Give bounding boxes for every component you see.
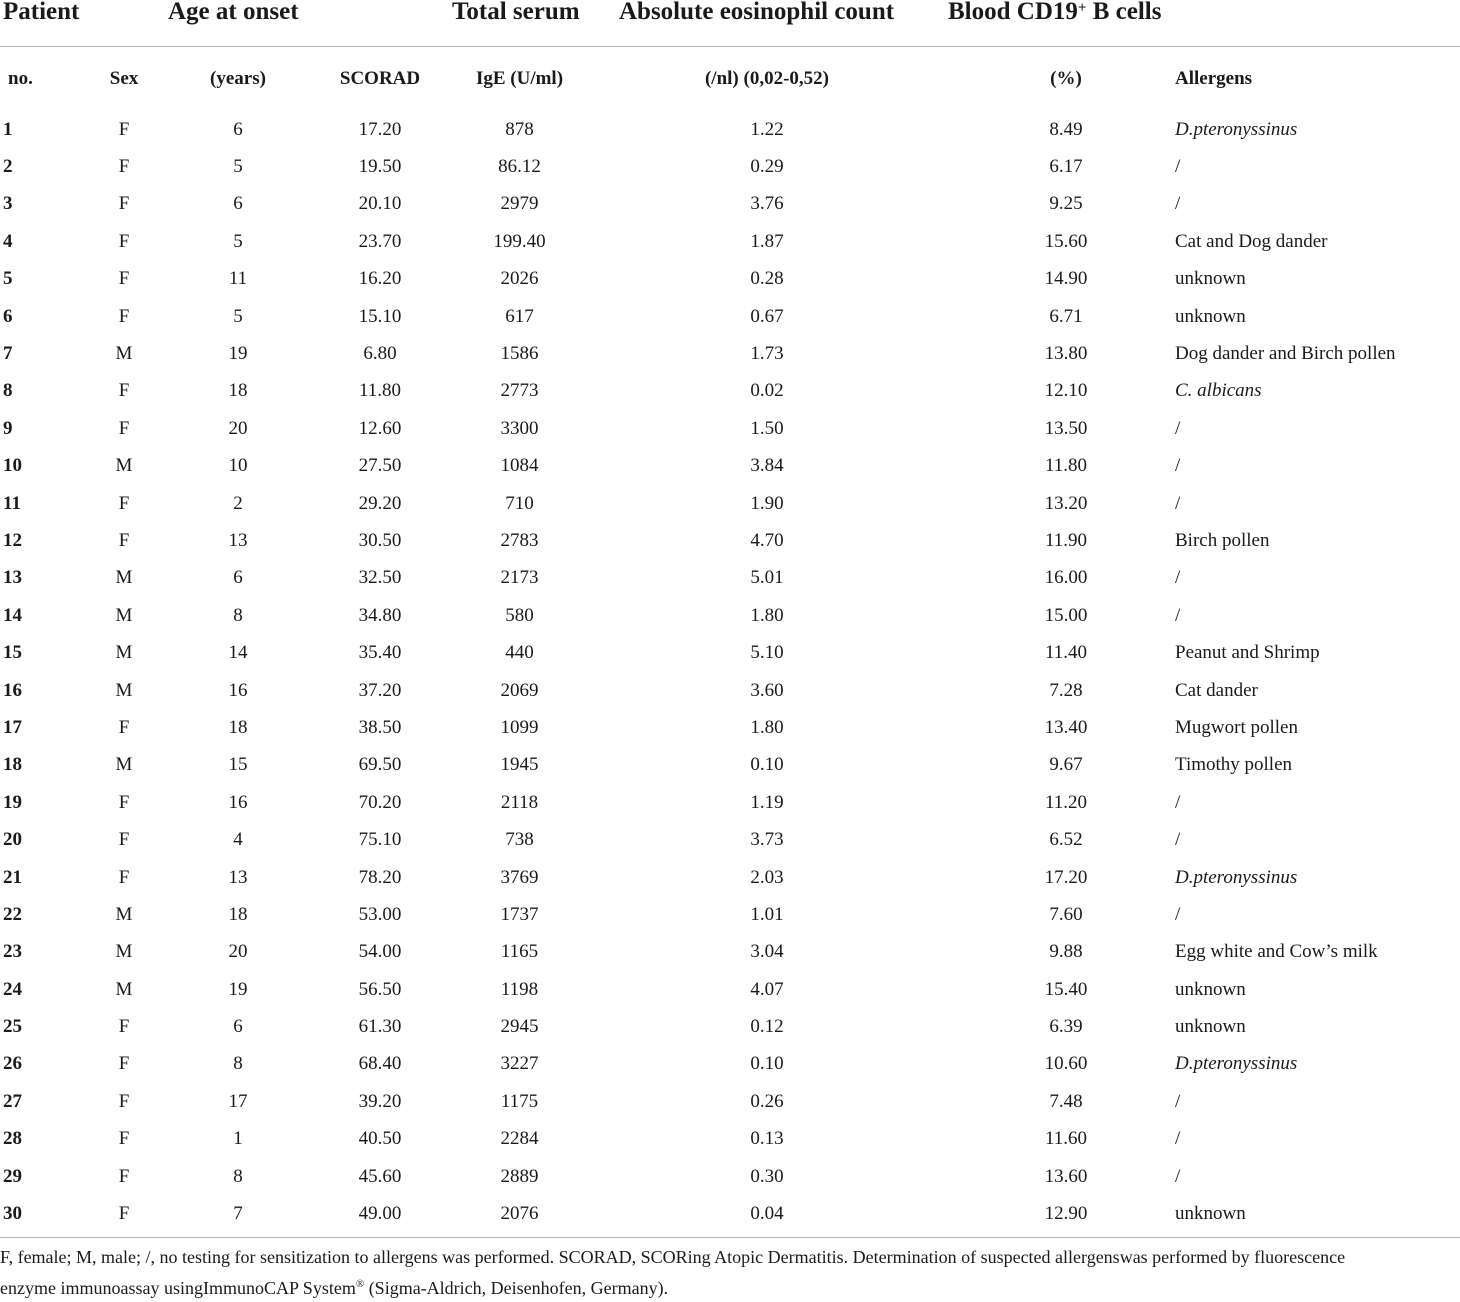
cell-total-ige: 2945 bbox=[500, 1016, 539, 1038]
cell-allergens: / bbox=[1175, 156, 1181, 178]
cell-cd19-b-cells: 11.20 bbox=[1044, 791, 1088, 813]
cell-eosinophil-count: 3.04 bbox=[750, 941, 784, 963]
cell-total-ige: 1737 bbox=[500, 903, 539, 925]
cell-sex: M bbox=[115, 941, 133, 963]
cell-patient-no: 28 bbox=[3, 1128, 22, 1150]
table-row bbox=[0, 1008, 1460, 1045]
cell-total-ige: 3227 bbox=[500, 1053, 539, 1075]
cell-sex: F bbox=[118, 1053, 130, 1075]
cell-sex: F bbox=[118, 1203, 130, 1225]
cell-allergens: / bbox=[1175, 1090, 1181, 1112]
table-row bbox=[0, 634, 1460, 671]
cell-allergens: / bbox=[1175, 829, 1181, 851]
table-row bbox=[0, 1083, 1460, 1120]
cell-age-at-onset: 17 bbox=[228, 1090, 248, 1112]
table-row bbox=[0, 298, 1460, 335]
cell-patient-no: 15 bbox=[3, 642, 22, 664]
table-row bbox=[0, 1195, 1460, 1233]
cell-sex: M bbox=[115, 604, 133, 626]
cell-eosinophil-count: 0.30 bbox=[750, 1165, 784, 1187]
subheader-sex: Sex bbox=[109, 68, 139, 89]
header-blood-cd19 bbox=[948, 0, 1161, 27]
table-body bbox=[0, 111, 1460, 1233]
cell-age-at-onset: 1 bbox=[233, 1128, 243, 1150]
cell-allergens: Egg white and Cow’s milk bbox=[1175, 941, 1378, 963]
cell-total-ige: 3769 bbox=[500, 866, 539, 888]
footnote-line2b: (Sigma-Aldrich, Deisenhofen, Germany). bbox=[364, 1278, 669, 1298]
cell-patient-no: 8 bbox=[3, 380, 13, 402]
cell-sex: F bbox=[118, 118, 130, 140]
cell-total-ige: 3300 bbox=[500, 417, 539, 439]
cell-patient-no: 2 bbox=[3, 156, 13, 178]
cell-age-at-onset: 7 bbox=[233, 1203, 243, 1225]
table-row bbox=[0, 934, 1460, 971]
cell-allergens: Timothy pollen bbox=[1175, 754, 1293, 776]
cell-allergens: Mugwort pollen bbox=[1175, 716, 1298, 738]
cell-age-at-onset: 18 bbox=[228, 903, 248, 925]
cell-cd19-b-cells: 9.25 bbox=[1049, 193, 1083, 215]
cell-sex: F bbox=[118, 1016, 130, 1038]
table-row bbox=[0, 522, 1460, 559]
cell-eosinophil-count: 3.84 bbox=[750, 455, 784, 477]
cell-allergens: / bbox=[1175, 791, 1181, 813]
cell-scorad: 29.20 bbox=[358, 492, 402, 514]
table-bottom-rule bbox=[0, 1237, 1460, 1238]
cell-allergens: C. albicans bbox=[1175, 380, 1262, 402]
cell-eosinophil-count: 4.70 bbox=[750, 529, 784, 551]
cell-scorad: 34.80 bbox=[358, 604, 402, 626]
cell-eosinophil-count: 2.03 bbox=[750, 866, 784, 888]
cell-total-ige: 1175 bbox=[500, 1090, 539, 1112]
cell-sex: F bbox=[118, 829, 130, 851]
cell-patient-no: 6 bbox=[3, 305, 13, 327]
cell-total-ige: 1945 bbox=[500, 754, 539, 776]
cell-age-at-onset: 18 bbox=[228, 380, 248, 402]
cell-sex: F bbox=[118, 866, 130, 888]
cell-scorad: 12.60 bbox=[358, 417, 402, 439]
cell-allergens: Birch pollen bbox=[1175, 529, 1270, 551]
cell-total-ige: 710 bbox=[505, 492, 534, 514]
table-row bbox=[0, 821, 1460, 858]
cell-total-ige: 440 bbox=[505, 642, 534, 664]
cell-patient-no: 20 bbox=[3, 829, 22, 851]
cell-allergens: Cat and Dog dander bbox=[1175, 230, 1328, 252]
cell-age-at-onset: 16 bbox=[228, 679, 248, 701]
table-row bbox=[0, 485, 1460, 522]
cell-cd19-b-cells: 13.50 bbox=[1044, 417, 1088, 439]
cell-patient-no: 10 bbox=[3, 455, 22, 477]
cell-allergens: / bbox=[1175, 417, 1181, 439]
cell-eosinophil-count: 0.29 bbox=[750, 156, 784, 178]
cell-allergens: unknown bbox=[1175, 1203, 1246, 1225]
cell-sex: M bbox=[115, 567, 133, 589]
subheader-allergens: Allergens bbox=[1175, 68, 1253, 89]
cell-eosinophil-count: 0.10 bbox=[750, 1053, 784, 1075]
table-row bbox=[0, 859, 1460, 896]
cell-sex: M bbox=[115, 455, 133, 477]
cell-scorad: 32.50 bbox=[358, 567, 402, 589]
cell-allergens: / bbox=[1175, 567, 1181, 589]
cell-eosinophil-count: 3.76 bbox=[750, 193, 784, 215]
cell-patient-no: 30 bbox=[3, 1203, 22, 1225]
cell-cd19-b-cells: 10.60 bbox=[1044, 1053, 1088, 1075]
cell-patient-no: 25 bbox=[3, 1016, 22, 1038]
cell-allergens: / bbox=[1175, 492, 1181, 514]
cell-sex: F bbox=[118, 268, 130, 290]
subheader-ige: IgE (U/ml) bbox=[475, 68, 564, 89]
cell-total-ige: 2026 bbox=[500, 268, 539, 290]
cell-scorad: 45.60 bbox=[358, 1165, 402, 1187]
table-row bbox=[0, 410, 1460, 447]
cell-scorad: 69.50 bbox=[358, 754, 402, 776]
cell-scorad: 20.10 bbox=[358, 193, 402, 215]
cell-eosinophil-count: 0.67 bbox=[750, 305, 784, 327]
cell-age-at-onset: 8 bbox=[233, 1053, 243, 1075]
cell-cd19-b-cells: 11.60 bbox=[1044, 1128, 1088, 1150]
cell-allergens: D.pteronyssinus bbox=[1175, 118, 1298, 140]
header-total-serum: Total serum bbox=[452, 0, 580, 25]
cell-allergens: D.pteronyssinus bbox=[1175, 1053, 1298, 1075]
cell-eosinophil-count: 1.19 bbox=[750, 791, 784, 813]
footnote-registered-mark: ® bbox=[355, 1278, 365, 1290]
cell-cd19-b-cells: 16.00 bbox=[1044, 567, 1088, 589]
cell-cd19-b-cells: 12.90 bbox=[1044, 1203, 1088, 1225]
cell-scorad: 19.50 bbox=[358, 156, 402, 178]
cell-cd19-b-cells: 9.67 bbox=[1049, 754, 1083, 776]
cell-scorad: 49.00 bbox=[358, 1203, 402, 1225]
cell-patient-no: 3 bbox=[3, 193, 13, 215]
cell-sex: M bbox=[115, 903, 133, 925]
table-row bbox=[0, 223, 1460, 260]
cell-scorad: 70.20 bbox=[358, 791, 402, 813]
cell-sex: F bbox=[118, 529, 130, 551]
cell-age-at-onset: 6 bbox=[233, 118, 243, 140]
header-patient: Patient bbox=[3, 0, 80, 25]
cell-age-at-onset: 11 bbox=[228, 268, 248, 290]
cell-sex: F bbox=[118, 1090, 130, 1112]
cell-scorad: 27.50 bbox=[358, 455, 402, 477]
cell-eosinophil-count: 3.73 bbox=[750, 829, 784, 851]
cell-sex: M bbox=[115, 679, 133, 701]
cell-total-ige: 86.12 bbox=[498, 156, 541, 178]
header-absolute-eosinophil: Absolute eosinophil count bbox=[619, 0, 895, 25]
cell-age-at-onset: 6 bbox=[233, 1016, 243, 1038]
cell-age-at-onset: 5 bbox=[233, 305, 243, 327]
cell-scorad: 23.70 bbox=[358, 230, 402, 252]
cell-sex: F bbox=[118, 305, 130, 327]
cell-sex: F bbox=[118, 380, 130, 402]
cell-cd19-b-cells: 6.71 bbox=[1049, 305, 1083, 327]
cell-age-at-onset: 20 bbox=[228, 417, 248, 439]
cell-cd19-b-cells: 15.60 bbox=[1044, 230, 1088, 252]
cell-total-ige: 2118 bbox=[500, 791, 539, 813]
cell-cd19-b-cells: 6.52 bbox=[1049, 829, 1083, 851]
cell-sex: F bbox=[118, 716, 130, 738]
cell-age-at-onset: 10 bbox=[228, 455, 248, 477]
subheader-scorad: SCORAD bbox=[339, 68, 421, 89]
cell-allergens: Peanut and Shrimp bbox=[1175, 642, 1320, 664]
table-row bbox=[0, 373, 1460, 410]
cell-total-ige: 617 bbox=[505, 305, 534, 327]
cell-eosinophil-count: 0.13 bbox=[750, 1128, 784, 1150]
cell-age-at-onset: 5 bbox=[233, 230, 243, 252]
cell-age-at-onset: 20 bbox=[228, 941, 248, 963]
cell-cd19-b-cells: 7.60 bbox=[1049, 903, 1083, 925]
cell-sex: M bbox=[115, 343, 133, 365]
cell-allergens: / bbox=[1175, 604, 1181, 626]
cell-cd19-b-cells: 6.39 bbox=[1049, 1016, 1083, 1038]
cell-cd19-b-cells: 7.48 bbox=[1049, 1090, 1083, 1112]
cell-eosinophil-count: 1.80 bbox=[750, 716, 784, 738]
cell-scorad: 56.50 bbox=[358, 978, 402, 1000]
cell-age-at-onset: 8 bbox=[233, 604, 243, 626]
cell-eosinophil-count: 1.80 bbox=[750, 604, 784, 626]
cell-total-ige: 2889 bbox=[500, 1165, 539, 1187]
cell-eosinophil-count: 3.60 bbox=[750, 679, 784, 701]
cell-allergens: Dog dander and Birch pollen bbox=[1175, 343, 1396, 365]
cell-patient-no: 4 bbox=[3, 230, 13, 252]
header-age-at-onset: Age at onset bbox=[168, 0, 299, 25]
cell-allergens: / bbox=[1175, 455, 1181, 477]
cell-allergens: / bbox=[1175, 1128, 1181, 1150]
cell-eosinophil-count: 4.07 bbox=[750, 978, 784, 1000]
cell-patient-no: 23 bbox=[3, 941, 22, 963]
cell-sex: M bbox=[115, 642, 133, 664]
table-row bbox=[0, 148, 1460, 185]
cell-sex: F bbox=[118, 791, 130, 813]
header-b-cells-text: B cells bbox=[1086, 0, 1162, 25]
cell-age-at-onset: 19 bbox=[228, 343, 248, 365]
table-row bbox=[0, 560, 1460, 597]
cell-scorad: 17.20 bbox=[358, 118, 402, 140]
table-row bbox=[0, 1121, 1460, 1158]
cell-eosinophil-count: 0.12 bbox=[750, 1016, 784, 1038]
cell-patient-no: 12 bbox=[3, 529, 22, 551]
cell-allergens: D.pteronyssinus bbox=[1175, 866, 1298, 888]
cell-total-ige: 1165 bbox=[500, 941, 539, 963]
cell-allergens: unknown bbox=[1175, 1016, 1246, 1038]
cell-age-at-onset: 5 bbox=[233, 156, 243, 178]
cell-cd19-b-cells: 14.90 bbox=[1044, 268, 1088, 290]
cell-patient-no: 17 bbox=[3, 716, 22, 738]
cell-total-ige: 2979 bbox=[500, 193, 539, 215]
subheader-no: no. bbox=[8, 68, 33, 89]
cell-scorad: 30.50 bbox=[358, 529, 402, 551]
cell-total-ige: 878 bbox=[505, 118, 534, 140]
cell-eosinophil-count: 0.26 bbox=[750, 1090, 784, 1112]
cell-patient-no: 9 bbox=[3, 417, 13, 439]
table-row bbox=[0, 896, 1460, 933]
cell-cd19-b-cells: 7.28 bbox=[1049, 679, 1083, 701]
cell-patient-no: 26 bbox=[3, 1053, 22, 1075]
table-row bbox=[0, 971, 1460, 1008]
cell-scorad: 68.40 bbox=[358, 1053, 402, 1075]
cell-scorad: 39.20 bbox=[358, 1090, 402, 1112]
cell-sex: F bbox=[118, 1165, 130, 1187]
cell-age-at-onset: 13 bbox=[228, 529, 248, 551]
cell-scorad: 61.30 bbox=[358, 1016, 402, 1038]
footnote-line1: F, female; M, male; /, no testing for sensitization to allergens was performed. SCORAD, SCORing Atopic Dermatitis. Determination of suspected allergenswas performed by fluorescence bbox=[0, 1247, 1346, 1267]
cell-age-at-onset: 4 bbox=[233, 829, 243, 851]
cell-total-ige: 738 bbox=[505, 829, 534, 851]
subheader-percent: (%) bbox=[1050, 68, 1082, 89]
cell-scorad: 78.20 bbox=[358, 866, 402, 888]
table-row bbox=[0, 448, 1460, 485]
cell-scorad: 54.00 bbox=[358, 941, 402, 963]
cell-cd19-b-cells: 13.20 bbox=[1044, 492, 1088, 514]
cell-patient-no: 27 bbox=[3, 1090, 22, 1112]
cell-sex: F bbox=[118, 1128, 130, 1150]
cell-total-ige: 1586 bbox=[500, 343, 539, 365]
cell-total-ige: 199.40 bbox=[493, 230, 546, 252]
table-row bbox=[0, 1158, 1460, 1195]
header-cd19-superscript: + bbox=[1077, 0, 1087, 16]
cell-age-at-onset: 6 bbox=[233, 567, 243, 589]
cell-scorad: 6.80 bbox=[363, 343, 397, 365]
cell-total-ige: 2773 bbox=[500, 380, 539, 402]
cell-total-ige: 1198 bbox=[500, 978, 539, 1000]
cell-allergens: / bbox=[1175, 903, 1181, 925]
cell-cd19-b-cells: 9.88 bbox=[1049, 941, 1083, 963]
cell-age-at-onset: 2 bbox=[233, 492, 243, 514]
cell-age-at-onset: 8 bbox=[233, 1165, 243, 1187]
cell-total-ige: 2284 bbox=[500, 1128, 539, 1150]
cell-age-at-onset: 15 bbox=[228, 754, 248, 776]
cell-scorad: 53.00 bbox=[358, 903, 402, 925]
cell-sex: M bbox=[115, 754, 133, 776]
table-row bbox=[0, 672, 1460, 709]
cell-eosinophil-count: 0.28 bbox=[750, 268, 784, 290]
cell-cd19-b-cells: 13.60 bbox=[1044, 1165, 1088, 1187]
cell-patient-no: 11 bbox=[3, 492, 21, 514]
table-row bbox=[0, 709, 1460, 746]
cell-total-ige: 2783 bbox=[500, 529, 539, 551]
cell-patient-no: 13 bbox=[3, 567, 22, 589]
cell-patient-no: 7 bbox=[3, 343, 13, 365]
cell-total-ige: 2173 bbox=[500, 567, 539, 589]
cell-allergens: Cat dander bbox=[1175, 679, 1258, 701]
cell-total-ige: 1099 bbox=[500, 716, 539, 738]
cell-sex: F bbox=[118, 156, 130, 178]
cell-scorad: 38.50 bbox=[358, 716, 402, 738]
cell-scorad: 11.80 bbox=[358, 380, 402, 402]
cell-allergens: / bbox=[1175, 1165, 1181, 1187]
cell-eosinophil-count: 1.01 bbox=[750, 903, 784, 925]
cell-cd19-b-cells: 17.20 bbox=[1044, 866, 1088, 888]
cell-eosinophil-count: 1.50 bbox=[750, 417, 784, 439]
cell-cd19-b-cells: 11.90 bbox=[1044, 529, 1088, 551]
cell-patient-no: 18 bbox=[3, 754, 22, 776]
cell-cd19-b-cells: 6.17 bbox=[1049, 156, 1083, 178]
cell-age-at-onset: 14 bbox=[228, 642, 248, 664]
table-row bbox=[0, 186, 1460, 223]
cell-scorad: 40.50 bbox=[358, 1128, 402, 1150]
table-header-top bbox=[0, 0, 1460, 47]
cell-sex: F bbox=[118, 193, 130, 215]
cell-sex: M bbox=[115, 978, 133, 1000]
table-row bbox=[0, 1046, 1460, 1083]
cell-cd19-b-cells: 8.49 bbox=[1049, 118, 1083, 140]
header-blood-cd19-text: Blood CD19 bbox=[948, 0, 1078, 25]
table-row bbox=[0, 335, 1460, 372]
cell-patient-no: 29 bbox=[3, 1165, 22, 1187]
table-row bbox=[0, 784, 1460, 821]
cell-eosinophil-count: 0.02 bbox=[750, 380, 784, 402]
subheader-years: (years) bbox=[210, 68, 266, 89]
cell-sex: F bbox=[118, 492, 130, 514]
cell-patient-no: 5 bbox=[3, 268, 13, 290]
table-header-sub bbox=[0, 47, 1460, 111]
cell-patient-no: 16 bbox=[3, 679, 22, 701]
cell-total-ige: 2076 bbox=[500, 1203, 539, 1225]
cell-cd19-b-cells: 11.40 bbox=[1044, 642, 1088, 664]
cell-age-at-onset: 18 bbox=[228, 716, 248, 738]
cell-cd19-b-cells: 13.40 bbox=[1044, 716, 1088, 738]
cell-eosinophil-count: 0.10 bbox=[750, 754, 784, 776]
table-row bbox=[0, 597, 1460, 634]
cell-eosinophil-count: 1.87 bbox=[750, 230, 784, 252]
cell-patient-no: 14 bbox=[3, 604, 22, 626]
cell-allergens: unknown bbox=[1175, 978, 1246, 1000]
footnote-line2a: enzyme immunoassay usingImmunoCAP System bbox=[0, 1278, 356, 1298]
cell-sex: F bbox=[118, 417, 130, 439]
cell-scorad: 16.20 bbox=[358, 268, 402, 290]
cell-allergens: unknown bbox=[1175, 268, 1246, 290]
subheader-eos-range: (/nl) (0,02-0,52) bbox=[704, 68, 829, 89]
cell-cd19-b-cells: 13.80 bbox=[1044, 343, 1088, 365]
cell-eosinophil-count: 0.04 bbox=[750, 1203, 784, 1225]
cell-age-at-onset: 19 bbox=[228, 978, 248, 1000]
cell-scorad: 37.20 bbox=[358, 679, 402, 701]
cell-patient-no: 21 bbox=[3, 866, 22, 888]
cell-eosinophil-count: 5.01 bbox=[750, 567, 784, 589]
cell-cd19-b-cells: 15.00 bbox=[1044, 604, 1088, 626]
cell-age-at-onset: 16 bbox=[228, 791, 248, 813]
cell-cd19-b-cells: 11.80 bbox=[1044, 455, 1088, 477]
cell-patient-no: 1 bbox=[3, 118, 13, 140]
cell-age-at-onset: 6 bbox=[233, 193, 243, 215]
cell-allergens: unknown bbox=[1175, 305, 1246, 327]
table-row bbox=[0, 747, 1460, 784]
table-row bbox=[0, 111, 1460, 148]
data-table bbox=[0, 47, 1460, 1233]
cell-patient-no: 22 bbox=[3, 903, 22, 925]
cell-total-ige: 1084 bbox=[500, 455, 539, 477]
cell-patient-no: 19 bbox=[3, 791, 22, 813]
cell-eosinophil-count: 1.22 bbox=[750, 118, 784, 140]
cell-patient-no: 24 bbox=[3, 978, 22, 1000]
cell-eosinophil-count: 5.10 bbox=[750, 642, 784, 664]
cell-eosinophil-count: 1.90 bbox=[750, 492, 784, 514]
cell-allergens: / bbox=[1175, 193, 1181, 215]
cell-scorad: 15.10 bbox=[358, 305, 402, 327]
cell-eosinophil-count: 1.73 bbox=[750, 343, 784, 365]
cell-scorad: 75.10 bbox=[358, 829, 402, 851]
table-footnote bbox=[0, 1244, 1460, 1302]
cell-cd19-b-cells: 15.40 bbox=[1044, 978, 1088, 1000]
cell-age-at-onset: 13 bbox=[228, 866, 248, 888]
cell-total-ige: 580 bbox=[505, 604, 534, 626]
cell-cd19-b-cells: 12.10 bbox=[1044, 380, 1088, 402]
table-row bbox=[0, 261, 1460, 298]
cell-total-ige: 2069 bbox=[500, 679, 539, 701]
cell-sex: F bbox=[118, 230, 130, 252]
cell-scorad: 35.40 bbox=[358, 642, 402, 664]
